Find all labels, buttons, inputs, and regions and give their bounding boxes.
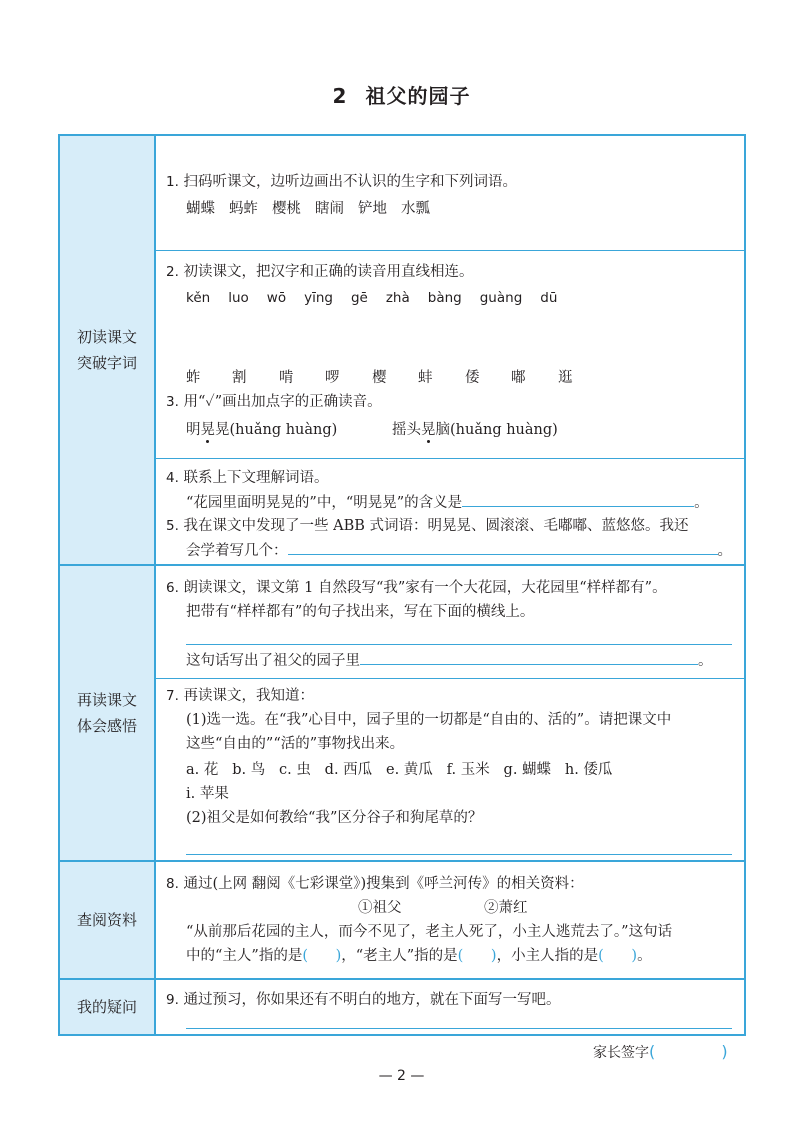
question-8: 8. 通过(上网 翻阅《七彩课堂》)搜集到《呼兰河传》的相关资料： ①祖父 ②萧红 “从前那后花园的主人，而今不见了，老主人死了，小主人逃荒去了。”这句话 中的“主人”指的是( )，“老主人”指的是( )，小主人指的是( )。	[166, 876, 673, 964]
row-divider	[156, 678, 744, 679]
q3-item-2: 摇头晃脑(huǎng huàng)	[392, 422, 558, 438]
q1-words: 蝴蝶 蚂蚱 樱桃 瞎闹 铲地 水瓢	[186, 201, 430, 217]
q8-answer-2[interactable]: ( )	[457, 948, 497, 964]
question-6: 6. 朗读课文，课文第 1 自然段写“我”家有一个大花园，大花园里“样样都有”。 把带有“样样都有”的句子找出来，写在下面的横线上。 这句话写出了祖父的园子里 。	[166, 576, 738, 676]
section-label-second-read: 再读课文 体会感悟	[60, 566, 154, 862]
q7-option-i: i. 苹果	[186, 786, 229, 802]
q6-answer-line[interactable]	[186, 644, 732, 645]
section-label-first-read: 初读课文 突破字词	[60, 136, 154, 566]
q7-options: a. 花 b. 鸟 c. 虫 d. 西瓜 e. 黄瓜 f. 玉米 g. 蝴蝶 h. 倭瓜	[186, 762, 613, 778]
page-title	[0, 80, 803, 109]
question-7: 7. 再读课文，我知道： (1)选一选。在“我”心目中，园子里的一切都是“自由的、活的”。请把课文中 这些“自由的”“活的”事物找出来。 a. 花 b. 鸟 c. 虫 d. 西瓜 e. 黄瓜 f. 玉米 g. 蝴蝶 h. 倭瓜 i. 苹果 (2)祖父是如何教给“我”区分谷子和狗尾草的？	[166, 684, 738, 860]
column-divider	[154, 136, 156, 1034]
question-1: 1. 扫码听课文，边听边画出不认识的生字和下列词语。 蝴蝶 蚂蚱 樱桃 瞎闹 铲地 水瓢	[166, 170, 738, 250]
question-4: 4. 联系上下文理解词语。 “花园里面明晃晃的”中，“明晃晃”的含义是 。 5. 我在课文中发现了一些 ABB 式词语：明晃晃、圆滚滚、毛嘟嘟、蓝悠悠。我还 会学着写几个： 。	[166, 470, 732, 559]
q9-answer-line[interactable]	[186, 1028, 732, 1029]
section-divider	[156, 860, 744, 862]
section-label-research: 查阅资料	[60, 862, 154, 980]
parent-signature: 家长签字( )	[593, 1042, 728, 1061]
q4-answer-line[interactable]	[462, 490, 694, 507]
section-label-questions: 我的疑问	[60, 980, 154, 1034]
section-divider	[156, 564, 744, 566]
q5-answer-line[interactable]	[288, 538, 718, 555]
parent-signature-field[interactable]: ( )	[649, 1042, 728, 1061]
worksheet-table	[58, 134, 746, 1036]
q6-answer-line-2[interactable]	[360, 648, 698, 665]
question-2: 2. 初读课文，把汉字和正确的读音用直线相连。 kěn luo wō yīng gē zhà bàng guàng dū 蚱 割 啃 啰 樱 蚌 倭 嘟 逛 3. 用“✓”画出加点字的正确读音。 明晃晃(huǎng huàng) 摇头晃脑(huǎng huàng)	[166, 260, 738, 458]
section-divider	[156, 978, 744, 980]
page-number: — 2 —	[378, 1068, 425, 1084]
q7-answer-line[interactable]	[186, 854, 732, 855]
question-5: 5. 我在课文中发现了一些 ABB 式词语：明晃晃、圆滚滚、毛嘟嘟、蓝悠悠。我还	[166, 518, 689, 534]
lesson-title: 祖父的园子	[365, 84, 471, 108]
q8-choice-2: ②萧红	[484, 900, 528, 916]
q3-item-1: 明晃晃(huǎng huàng)	[186, 422, 338, 438]
question-9: 9. 通过预习，你如果还有不明白的地方，就在下面写一写吧。	[166, 988, 738, 1034]
lesson-number: 2	[332, 84, 348, 108]
question-3: 3. 用“✓”画出加点字的正确读音。	[166, 394, 382, 410]
row-divider	[156, 458, 744, 459]
q2-pinyin-row: kěn luo wō yīng gē zhà bàng guàng dū	[186, 290, 558, 306]
row-divider	[156, 250, 744, 251]
q8-answer-3[interactable]: ( )	[598, 948, 638, 964]
q8-choice-1: ①祖父	[358, 900, 402, 916]
q8-answer-1[interactable]: ( )	[302, 948, 342, 964]
